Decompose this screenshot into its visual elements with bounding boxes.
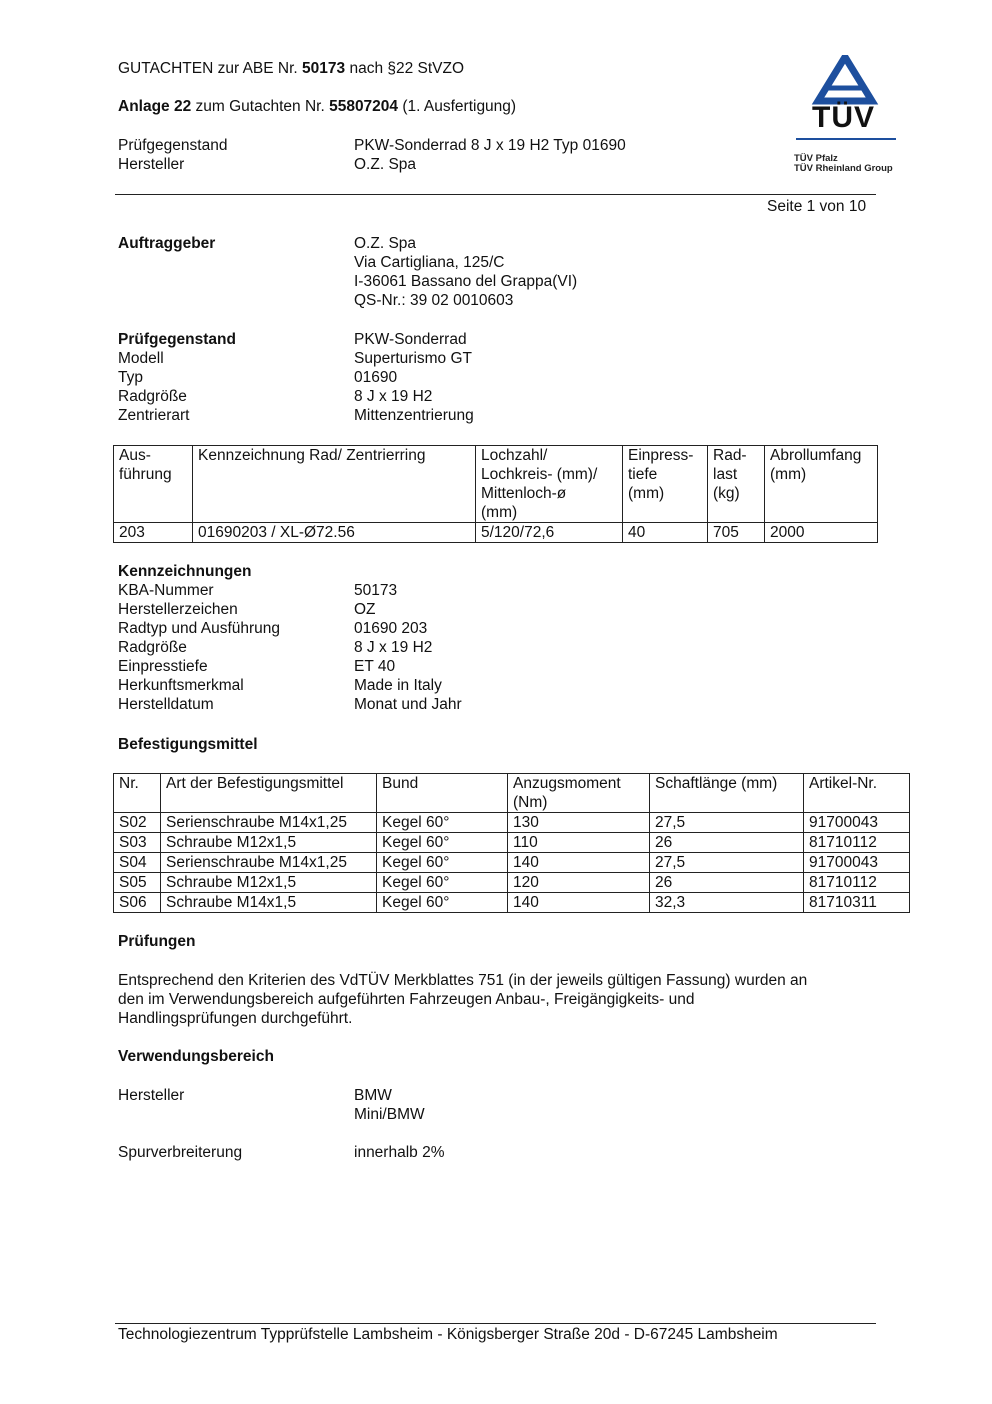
table-cell: S05 [114, 873, 161, 893]
table-header-cell: Art der Befestigungsmittel [161, 774, 377, 813]
table-cell: S06 [114, 893, 161, 913]
marking-key: Radtyp und Ausführung [118, 620, 281, 637]
wheel-table [113, 445, 878, 543]
table-cell: 26 [650, 873, 804, 893]
usage-maker-values [354, 1086, 425, 1124]
tests-title [118, 932, 196, 951]
tests-paragraph [118, 971, 878, 1028]
client-label-text: Auftraggeber [118, 235, 216, 252]
marking-row [118, 695, 818, 714]
table-row [114, 833, 910, 853]
page-number: Seite 1 von 10 [767, 198, 867, 215]
table-cell: Kegel 60° [377, 893, 508, 913]
annex-line [118, 97, 516, 116]
abe-number: 50173 [302, 60, 346, 77]
table-cell: 2000 [765, 523, 878, 543]
table-cell: S03 [114, 833, 161, 853]
marking-row [118, 581, 818, 600]
marking-key: KBA-Nummer [118, 582, 214, 599]
marking-key: Herkunftsmerkmal [118, 677, 244, 694]
table-row [114, 873, 910, 893]
table-cell: Serienschraube M14x1,25 [161, 853, 377, 873]
client-line: I-36061 Bassano del Grappa(VI) [354, 273, 578, 290]
marking-row [118, 619, 818, 638]
table-cell: Kegel 60° [377, 813, 508, 833]
subject-row [118, 368, 818, 387]
subject-value: 01690 [354, 369, 398, 386]
title-suffix: nach §22 StVZO [345, 60, 465, 77]
usage-title-text: Verwendungsbereich [118, 1048, 274, 1065]
client-label [118, 234, 215, 253]
table-cell: Kegel 60° [377, 853, 508, 873]
marking-value: Made in Italy [354, 677, 442, 694]
subject-row [118, 349, 818, 368]
fasteners-title-text: Befestigungsmittel [118, 736, 258, 753]
subject-key: Typ [118, 369, 143, 386]
table-header-cell: Nr. [114, 774, 161, 813]
footer-rule [115, 1323, 876, 1324]
table-header-cell: Rad- last (kg) [708, 446, 765, 523]
table-row [114, 523, 878, 543]
fasteners-table-header [114, 774, 910, 813]
table-header-cell: Bund [377, 774, 508, 813]
table-cell: 130 [508, 813, 650, 833]
doc-title [118, 59, 464, 78]
table-cell: 705 [708, 523, 765, 543]
table-cell: 91700043 [804, 853, 910, 873]
tests-line: Entsprechend den Kriterien des VdTÜV Merkblattes 751 (in der jeweils gültigen Fassung) wurden an [118, 972, 808, 989]
table-cell: S02 [114, 813, 161, 833]
subject-key: Radgröße [118, 388, 187, 405]
table-cell: 32,3 [650, 893, 804, 913]
table-cell: 140 [508, 853, 650, 873]
table-cell: Kegel 60° [377, 833, 508, 853]
table-cell: Schraube M12x1,5 [161, 873, 377, 893]
table-cell: Schraube M12x1,5 [161, 833, 377, 853]
usage-maker-line: Mini/BMW [354, 1106, 425, 1123]
marking-row [118, 600, 818, 619]
usage-maker-label: Hersteller [118, 1087, 185, 1104]
table-header-cell: Abrollumfang (mm) [765, 446, 878, 523]
markings-title-text: Kennzeichnungen [118, 563, 252, 580]
tests-line: Handlingsprüfungen durchgeführt. [118, 1010, 353, 1027]
subject-row [118, 330, 818, 349]
header-maker-label: Hersteller [118, 156, 185, 173]
marking-key: Herstellerzeichen [118, 601, 238, 618]
table-cell: 81710311 [804, 893, 910, 913]
subject-row [118, 387, 818, 406]
tuv-subtitle-1: TÜV Pfalz [794, 153, 838, 164]
table-cell: S04 [114, 853, 161, 873]
tests-title-text: Prüfungen [118, 933, 196, 950]
report-number: 55807204 [329, 98, 399, 115]
table-cell: 110 [508, 833, 650, 853]
subject-value: 8 J x 19 H2 [354, 388, 433, 405]
wheel-table-header [114, 446, 878, 523]
subject-block [118, 330, 818, 425]
subject-key: Prüfgegenstand [118, 331, 236, 348]
table-cell: 140 [508, 893, 650, 913]
client-line: Via Cartigliana, 125/C [354, 254, 505, 271]
subject-key: Zentrierart [118, 407, 190, 424]
marking-value: OZ [354, 601, 376, 618]
header-rule [115, 194, 876, 195]
tuv-subtitle-2: TÜV Rheinland Group [794, 163, 893, 174]
table-cell: 27,5 [650, 853, 804, 873]
client-line: O.Z. Spa [354, 235, 417, 252]
marking-value: 50173 [354, 582, 398, 599]
marking-value: 01690 203 [354, 620, 428, 637]
fasteners-title [118, 735, 258, 754]
marking-value: ET 40 [354, 658, 396, 675]
tests-line: den im Verwendungsbereich aufgeführten Fahrzeugen Anbau-, Freigängigkeits- und [118, 991, 695, 1008]
table-header-cell: Aus- führung [114, 446, 193, 523]
marking-key: Herstelldatum [118, 696, 214, 713]
header-subject-label: Prüfgegenstand [118, 137, 228, 154]
table-cell: 5/120/72,6 [476, 523, 623, 543]
table-header-cell: Artikel-Nr. [804, 774, 910, 813]
annex-mid: zum Gutachten Nr. [191, 98, 330, 115]
table-row [114, 853, 910, 873]
marking-key: Radgröße [118, 639, 187, 656]
table-cell: Schraube M14x1,5 [161, 893, 377, 913]
subject-key: Modell [118, 350, 164, 367]
annex-suffix: (1. Ausfertigung) [398, 98, 517, 115]
tuv-rule [796, 138, 896, 140]
marking-key: Einpresstiefe [118, 658, 208, 675]
table-header-cell: Einpress- tiefe (mm) [623, 446, 708, 523]
marking-value: 8 J x 19 H2 [354, 639, 433, 656]
footer-address: Technologiezentrum Typprüfstelle Lambsheim - Königsberger Straße 20d - D-67245 Lambsheim [118, 1326, 778, 1343]
marking-row [118, 657, 818, 676]
marking-row [118, 638, 818, 657]
markings-block [118, 581, 818, 714]
table-cell: 81710112 [804, 833, 910, 853]
table-cell: 26 [650, 833, 804, 853]
table-row [114, 893, 910, 913]
client-address [354, 234, 577, 310]
table-cell: 203 [114, 523, 193, 543]
tuv-wordmark: TÜV [812, 101, 875, 134]
table-cell: 91700043 [804, 813, 910, 833]
tuv-logo [794, 55, 898, 175]
client-line: QS-Nr.: 39 02 0010603 [354, 292, 514, 309]
fasteners-table [113, 773, 910, 913]
marking-row [118, 676, 818, 695]
header-maker-value: O.Z. Spa [354, 156, 417, 173]
table-cell: Kegel 60° [377, 873, 508, 893]
markings-title [118, 562, 251, 581]
table-header-cell: Anzugsmoment (Nm) [508, 774, 650, 813]
usage-track-label: Spurverbreiterung [118, 1144, 243, 1161]
subject-row [118, 406, 818, 425]
usage-maker-line: BMW [354, 1087, 392, 1104]
table-cell: 27,5 [650, 813, 804, 833]
table-header-cell: Lochzahl/ Lochkreis- (mm)/ Mittenloch-ø (mm) [476, 446, 623, 523]
table-header-cell: Kennzeichnung Rad/ Zentrierring [193, 446, 476, 523]
table-cell: 120 [508, 873, 650, 893]
usage-title [118, 1047, 274, 1066]
table-cell: 01690203 / XL-Ø72.56 [193, 523, 476, 543]
marking-value: Monat und Jahr [354, 696, 462, 713]
usage-track-value: innerhalb 2% [354, 1144, 445, 1161]
table-row [114, 813, 910, 833]
header-subject-value: PKW-Sonderrad 8 J x 19 H2 Typ 01690 [354, 137, 626, 154]
table-header-cell: Schaftlänge (mm) [650, 774, 804, 813]
table-cell: 81710112 [804, 873, 910, 893]
table-cell: 40 [623, 523, 708, 543]
subject-value: Mittenzentrierung [354, 407, 474, 424]
table-cell: Serienschraube M14x1,25 [161, 813, 377, 833]
title-prefix: GUTACHTEN zur ABE Nr. [118, 60, 303, 77]
subject-value: Superturismo GT [354, 350, 473, 367]
subject-value: PKW-Sonderrad [354, 331, 467, 348]
annex-number: Anlage 22 [118, 98, 192, 115]
